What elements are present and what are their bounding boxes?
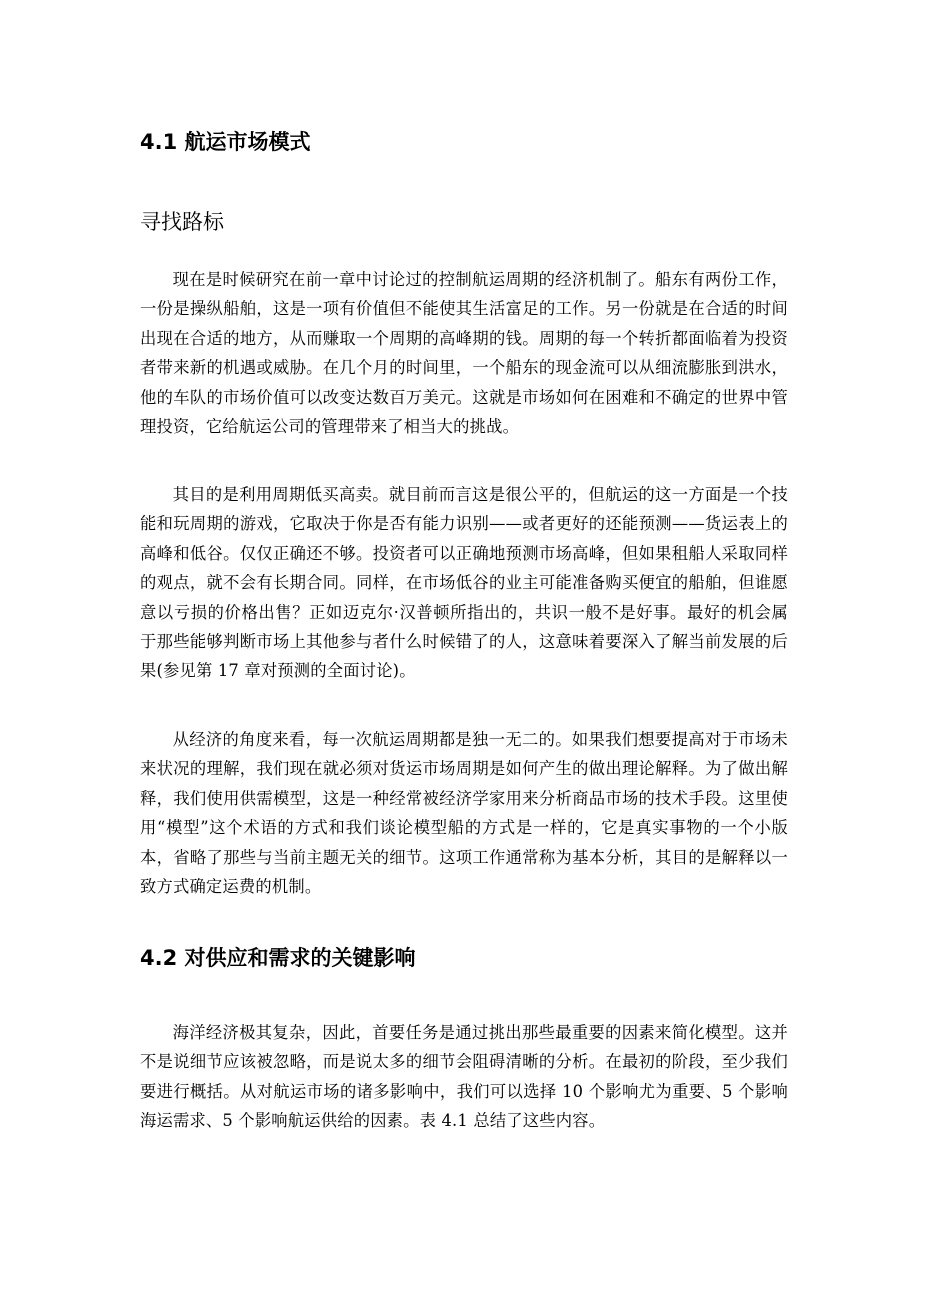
- section-4-1-heading: 4.1 航运市场模式: [140, 130, 311, 154]
- paragraph-1: 现在是时候研究在前一章中讨论过的控制航运周期的经济机制了。船东有两份工作，一份是操纵船舶，这是一项有价值但不能使其生活富足的工作。另一份就是在合适的时间出现在合适的地方，从而赚取一个周期的高峰期的钱。周期的每一个转折都面临着为投资者带来新的机遇或威胁。在几个月的时间里，一个船东的现金流可以从细流膨胀到洪水，他的车队的市场价值可以改变达数百万美元。这就是市场如何在困难和不确定的世界中管理投资，它给航运公司的管理带来了相当大的挑战。: [140, 270, 788, 437]
- section-4-1-subheading: 寻找路标: [140, 210, 224, 234]
- paragraph-4: 海洋经济极其复杂，因此，首要任务是通过挑出那些最重要的因素来简化模型。这并不是说细节应该被忽略，而是说太多的细节会阻碍清晰的分析。在最初的阶段，至少我们要进行概括。从对航运市场的诸多影响中，我们可以选择 10 个影响尤为重要、5 个影响海运需求、5 个影响航运供给的因素。表 4.1 总结了这些内容。: [140, 1023, 788, 1131]
- paragraph-2: 其目的是利用周期低买高卖。就目前而言这是很公平的，但航运的这一方面是一个技能和玩周期的游戏，它取决于你是否有能力识别——或者更好的还能预测——货运表上的高峰和低谷。仅仅正确还不够。投资者可以正确地预测市场高峰，但如果租船人采取同样的观点，就不会有长期合同。同样，在市场低谷的业主可能准备购买便宜的船舶，但谁愿意以亏损的价格出售？正如迈克尔·汉普顿所指出的，共识一般不是好事。最好的机会属于那些能够判断市场上其他参与者什么时候错了的人，这意味着要深入了解当前发展的后果(参见第 17 章对预测的全面讨论)。: [140, 485, 788, 681]
- section-4-2-heading: 4.2 对供应和需求的关键影响: [140, 946, 416, 970]
- paragraph-3: 从经济的角度来看，每一次航运周期都是独一无二的。如果我们想要提高对于市场未来状况的理解，我们现在就必须对货运市场周期是如何产生的做出理论解释。为了做出解释，我们使用供需模型，这是一种经常被经济学家用来分析商品市场的技术手段。这里使用“模型”这个术语的方式和我们谈论模型船的方式是一样的，它是真实事物的一个小版本，省略了那些与当前主题无关的细节。这项工作通常称为基本分析，其目的是解释以一致方式确定运费的机制。: [140, 730, 788, 897]
